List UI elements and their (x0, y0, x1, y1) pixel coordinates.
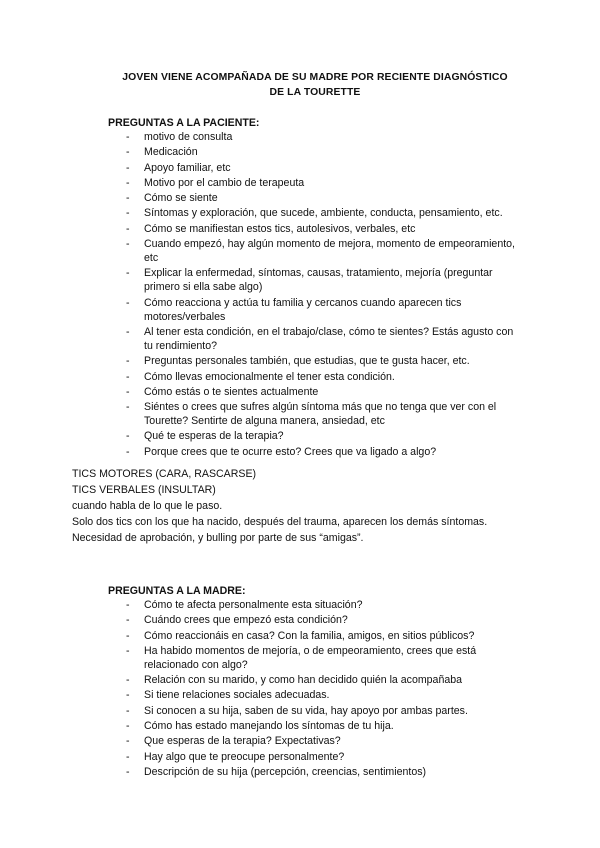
mother-question-item (124, 644, 524, 672)
patient-question-text: Apoyo familiar, etc (144, 161, 231, 174)
bullet-dash: - (126, 735, 130, 748)
bullet-dash: - (126, 704, 130, 717)
patient-question-text: motivo de consulta (144, 131, 233, 143)
bullet-dash: - (126, 161, 130, 174)
bullet-dash: - (126, 176, 130, 189)
patient-question-text: Siéntes o crees que sufres algún síntoma más que no tenga que ver con el Tourette? Sentirte de alguna manera, ansiedad, etc (144, 401, 497, 428)
mother-question-item (124, 673, 524, 687)
mother-question-item (124, 734, 524, 748)
patient-question-text: Cuando empezó, hay algún momento de mejora, momento de empeoramiento, etc (144, 238, 515, 265)
patient-questions-heading: PREGUNTAS A LA PACIENTE: (108, 117, 260, 129)
mother-question-text: Relación con su marido, y como han decidido quién la acompañaba (144, 674, 463, 687)
bullet-dash: - (126, 355, 130, 368)
patient-question-text: Explicar la enfermedad, síntomas, causas, tratamiento, mejoría (preguntar primero si ella sabe algo) (144, 267, 493, 294)
mother-question-item (124, 719, 524, 733)
mother-question-text: Que esperas de la terapia? Expectativas? (144, 735, 341, 748)
mother-question-text: Cómo te afecta personalmente esta situación? (144, 599, 363, 611)
patient-question-item (124, 237, 524, 265)
mother-question-text: Si conocen a su hija, saben de su vida, hay apoyo por ambas partes. (144, 704, 468, 717)
bullet-dash: - (126, 370, 130, 383)
patient-question-item (124, 161, 524, 175)
patient-question-item (124, 266, 524, 294)
mother-question-item (124, 765, 524, 779)
bullet-dash: - (126, 674, 130, 687)
bullet-dash: - (126, 146, 130, 159)
mother-question-item (124, 629, 524, 643)
patient-question-text: Cómo estás o te sientes actualmente (144, 385, 319, 398)
mother-question-item (124, 750, 524, 764)
mother-question-text: Ha habido momentos de mejoría, o de empeoramiento, crees que está relacionado con algo? (144, 644, 477, 671)
session-notes (72, 466, 532, 546)
bullet-dash: - (126, 385, 130, 398)
patient-question-text: Cómo se manifiestan estos tics, autolesivos, verbales, etc (144, 222, 416, 235)
patient-question-text: Medicación (144, 146, 198, 159)
patient-question-item (124, 325, 524, 353)
patient-question-item (124, 145, 524, 159)
bullet-dash: - (126, 131, 130, 143)
mother-question-text: Cuándo crees que empezó esta condición? (144, 614, 348, 627)
bullet-dash: - (126, 238, 130, 251)
mother-question-text: Cómo reaccionáis en casa? Con la familia, amigos, en sitios públicos? (144, 629, 475, 642)
patient-question-item (124, 445, 524, 459)
patient-question-text: Preguntas personales también, que estudias, que te gusta hacer, etc. (144, 355, 470, 368)
bullet-dash: - (126, 445, 130, 458)
mother-question-text: Si tiene relaciones sociales adecuadas. (144, 689, 330, 702)
patient-question-item (124, 176, 524, 190)
bullet-dash: - (126, 599, 130, 611)
title-line-2: DE LA TOURETTE (269, 87, 361, 98)
bullet-dash: - (126, 267, 130, 280)
mother-question-item (124, 688, 524, 702)
mother-question-text: Hay algo que te preocupe personalmente? (144, 750, 345, 763)
note-line: TICS VERBALES (INSULTAR) (72, 484, 216, 496)
mother-question-item (124, 613, 524, 627)
bullet-dash: - (126, 629, 130, 642)
bullet-dash: - (126, 430, 130, 443)
bullet-dash: - (126, 644, 130, 657)
patient-question-item (124, 370, 524, 384)
mother-question-text: Descripción de su hija (percepción, creencias, sentimientos) (144, 765, 427, 778)
bullet-dash: - (126, 192, 130, 205)
patient-question-item (124, 354, 524, 368)
bullet-dash: - (126, 750, 130, 763)
patient-question-text: Al tener esta condición, en el trabajo/clase, cómo te sientes? Estás agusto con tu rendimiento? (144, 325, 514, 352)
mother-question-text: Cómo has estado manejando los síntomas de tu hija. (144, 720, 394, 733)
note-line: Necesidad de aprobación, y bulling por parte de sus “amigas”. (72, 532, 364, 544)
patient-question-item (124, 385, 524, 399)
mother-question-item (124, 598, 524, 612)
patient-question-text: Porque crees que te ocurre esto? Crees que va ligado a algo? (144, 445, 437, 458)
patient-questions-list (124, 130, 524, 460)
patient-question-item (124, 130, 524, 144)
bullet-dash: - (126, 296, 130, 309)
bullet-dash: - (126, 222, 130, 235)
title-line-1: JOVEN VIENE ACOMPAÑADA DE SU MADRE POR RECIENTE DIAGNÓSTICO (122, 72, 508, 83)
patient-question-text: Cómo reacciona y actúa tu familia y cercanos cuando aparecen tics motores/verbales (144, 296, 462, 323)
bullet-dash: - (126, 614, 130, 627)
bullet-dash: - (126, 720, 130, 733)
patient-question-item (124, 191, 524, 205)
patient-question-text: Qué te esperas de la terapia? (144, 430, 284, 443)
note-line: cuando habla de lo que le paso. (72, 500, 223, 512)
bullet-dash: - (126, 401, 130, 414)
patient-question-item (124, 400, 524, 428)
patient-question-item (124, 296, 524, 324)
mother-question-item (124, 704, 524, 718)
patient-question-text: Motivo por el cambio de terapeuta (144, 176, 305, 189)
patient-question-item (124, 429, 524, 443)
bullet-dash: - (126, 689, 130, 702)
patient-question-text: Cómo llevas emocionalmente el tener esta condición. (144, 370, 395, 383)
bullet-dash: - (126, 207, 130, 220)
note-line: TICS MOTORES (CARA, RASCARSE) (72, 468, 257, 480)
bullet-dash: - (126, 765, 130, 778)
patient-question-item (124, 222, 524, 236)
mother-questions-heading: PREGUNTAS A LA MADRE: (108, 585, 246, 597)
note-line: Solo dos tics con los que ha nacido, después del trauma, aparecen los demás síntomas. (72, 516, 488, 528)
bullet-dash: - (126, 325, 130, 338)
patient-question-text: Síntomas y exploración, que sucede, ambiente, conducta, pensamiento, etc. (144, 207, 503, 220)
mother-questions-list (124, 598, 524, 780)
patient-question-text: Cómo se siente (144, 192, 218, 205)
document-title (100, 70, 530, 100)
patient-question-item (124, 206, 524, 220)
